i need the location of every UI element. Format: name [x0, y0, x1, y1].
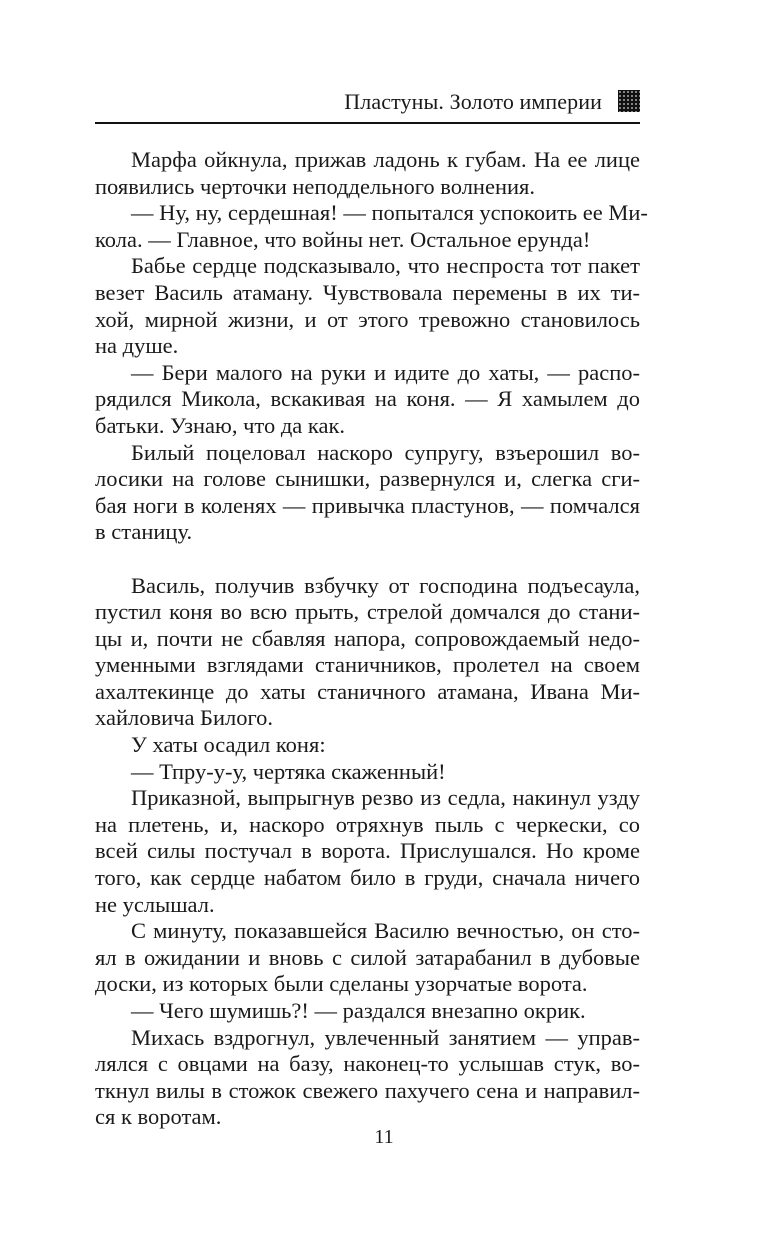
text-line: Бабье сердце подсказывало, что неспроста тот пакет	[131, 253, 640, 279]
text-line: С минуту, показавшейся Василю вечностью, он сто-	[131, 918, 640, 944]
text-line: ял в ожидании и вновь с силой затарабанил в дубовые	[95, 944, 640, 970]
text-line: бая ноги в коленях — привычка пластунов, — помчался	[95, 492, 640, 518]
text-line: Приказной, выпрыгнув резво из седла, накинул узду	[131, 785, 640, 811]
text-line: — Ну, ну, сердешная! — попытался успокоить ее Ми-	[131, 200, 648, 226]
text-line: лялся с овцами на базу, наконец-то услышав стук, во-	[95, 1051, 640, 1077]
text-line: Билый поцеловал наскоро супругу, взъерошил во-	[131, 439, 640, 465]
body-text	[95, 147, 648, 1131]
text-line: — Тпру-у-у, чертяка скаженный!	[131, 758, 446, 784]
text-line: на плетень, и, наскоро отряхнув пыль с черкески, со	[95, 811, 640, 837]
paragraph	[95, 998, 640, 1025]
text-line: уменными взглядами станичников, пролетел на своем	[95, 652, 640, 678]
paragraph	[95, 918, 640, 998]
text-line: кола. — Главное, что войны нет. Остальное ерунда!	[95, 226, 591, 252]
text-line: появились черточки неподдельного волнения.	[95, 173, 536, 199]
text-line: хайловича Билого.	[95, 705, 274, 731]
paragraph	[95, 573, 640, 733]
text-line: Михась вздрогнул, увлеченный занятием — управ-	[131, 1024, 640, 1050]
text-line: в станицу.	[95, 519, 193, 545]
paragraph	[95, 440, 640, 546]
paragraph	[95, 785, 640, 918]
text-line: — Бери малого на руки и идите до хаты, — распо-	[131, 359, 640, 385]
text-line: ся к воротам.	[95, 1104, 222, 1130]
paragraph	[95, 147, 640, 200]
page-number: 11	[374, 1126, 394, 1148]
text-line: на душе.	[95, 333, 179, 359]
text-line: ахалтекинце до хаты станичного атамана, Ивана Ми-	[95, 678, 640, 704]
running-header-title: Пластуны. Золото империи	[344, 89, 602, 114]
text-line: Марфа ойкнула, прижав ладонь к губам. На ее лице	[131, 147, 640, 172]
text-line: батьки. Узнаю, что да как.	[95, 412, 346, 438]
text-line: пустил коня во всю прыть, стрелой домчался до стани-	[95, 599, 640, 625]
paragraph	[95, 360, 640, 440]
paragraph	[95, 1025, 640, 1131]
text-line: лосики на голове сынишки, развернулся и, слегка сги-	[95, 466, 640, 492]
text-line: рядился Микола, вскакивая на коня. — Я хамылем до	[95, 386, 640, 412]
text-line: У хаты осадил коня:	[131, 732, 326, 758]
text-line: везет Василь атаману. Чувствовала перемены в их ти-	[95, 279, 640, 305]
text-line: хой, мирной жизни, и от этого тревожно становилось	[95, 306, 640, 332]
paragraph	[95, 200, 648, 253]
text-line: цы и, почти не сбавляя напора, сопровождаемый недо-	[95, 625, 640, 651]
text-line: — Чего шумишь?! — раздался внезапно окрик.	[131, 998, 586, 1023]
text-line: Василь, получив взбучку от господина подъесаула,	[131, 572, 640, 598]
text-line: всей силы постучал в ворота. Прислушался. Но кроме	[95, 838, 640, 864]
text-line: доски, из которых были сделаны узорчатые ворота.	[95, 971, 588, 997]
paragraph	[95, 732, 640, 759]
section-break	[95, 546, 640, 573]
text-line: не услышал.	[95, 891, 215, 917]
text-line: того, как сердце набатом било в груди, сначала ничего	[95, 865, 640, 891]
paragraph	[95, 759, 640, 786]
running-header	[95, 86, 640, 124]
paragraph	[95, 253, 640, 359]
text-line: ткнул вилы в стожок свежего пахучего сена и направил-	[95, 1077, 640, 1103]
book-series-emblem-icon	[618, 90, 640, 112]
